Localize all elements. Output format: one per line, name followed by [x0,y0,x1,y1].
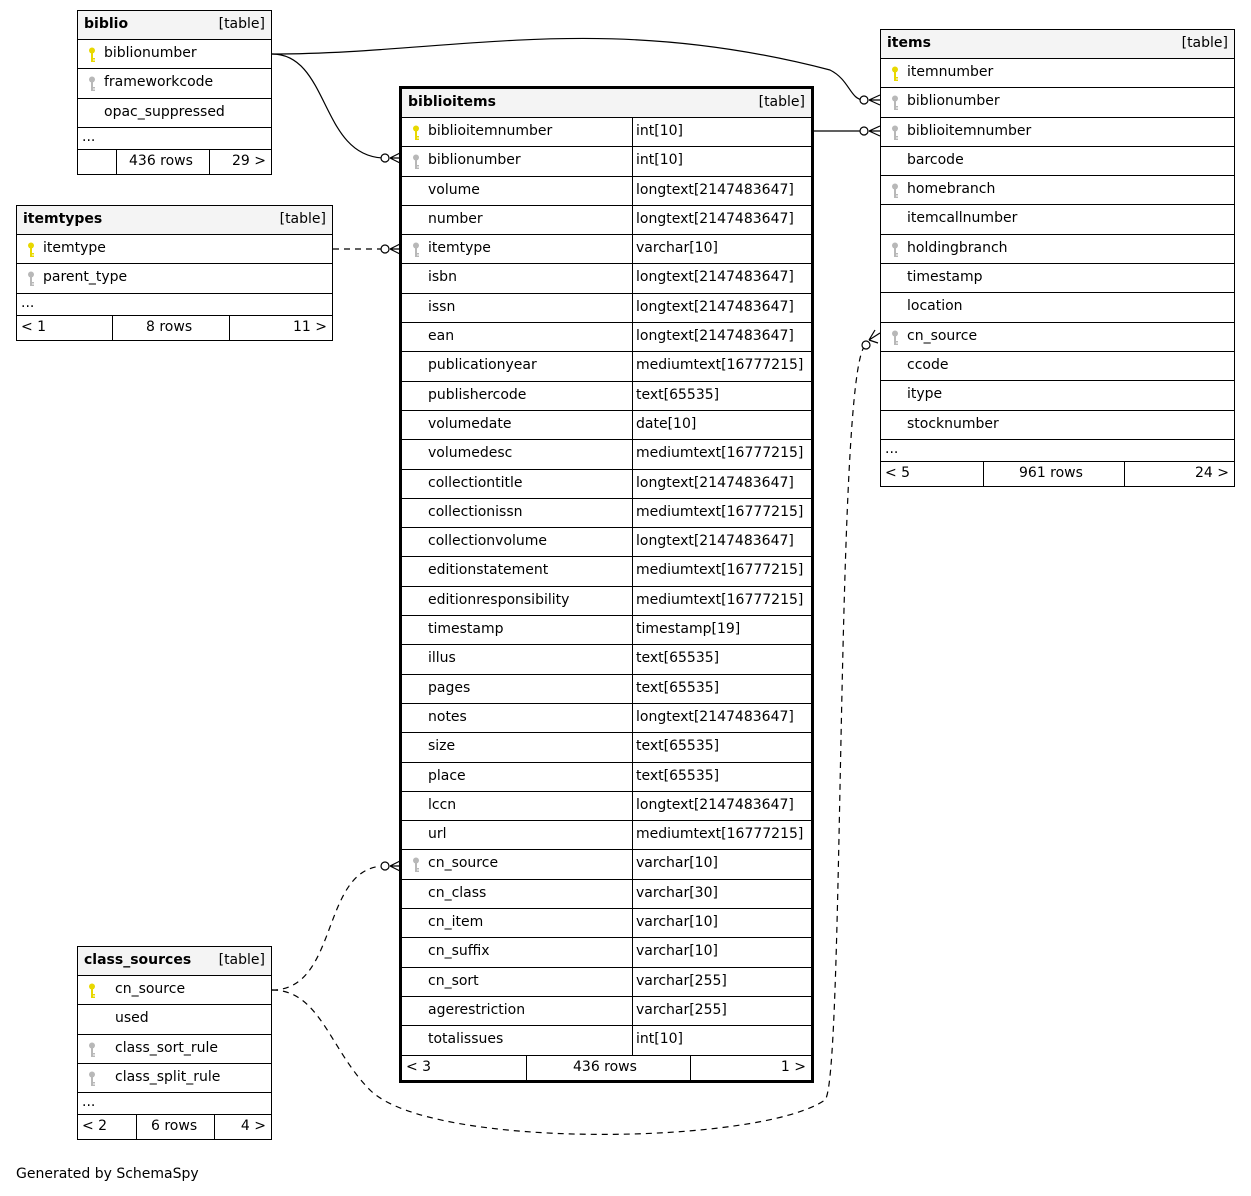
column-type: mediumtext[16777215] [636,826,804,843]
crowsfoot-items-biblionumber [869,95,880,105]
column-type: mediumtext[16777215] [636,445,804,462]
column-name: collectionissn [428,503,523,520]
footer-row-count: 961 rows [1019,464,1083,481]
column-name: url [428,826,447,843]
primary-key-icon [890,66,900,82]
column-row[interactable] [402,763,811,792]
column-name: timestamp [428,621,504,638]
column-type: text[65535] [636,738,720,755]
foreign-key-icon [890,330,900,346]
column-type: longtext[2147483647] [636,708,794,725]
column-row[interactable] [881,235,1234,264]
table-header [17,206,332,235]
column-type: int[10] [636,123,683,139]
column-row[interactable] [881,176,1234,205]
column-type: varchar[10] [636,240,718,257]
table-footer [881,462,1234,486]
foreign-key-icon [890,125,900,141]
more-columns-ellipsis: ... [78,1093,271,1115]
more-columns-ellipsis: ... [881,440,1234,462]
foreign-key-icon [411,154,421,170]
column-row[interactable] [402,997,811,1026]
footer-next-link[interactable]: 1 > [780,1058,806,1075]
column-type: longtext[2147483647] [636,474,794,491]
column-name: itype [907,386,943,403]
foreign-key-icon [890,242,900,258]
column-type: varchar[255] [636,972,727,989]
column-type: varchar[10] [636,943,718,960]
column-name: pages [428,679,471,696]
column-row[interactable] [402,382,811,411]
column-name: parent_type [43,269,128,286]
column-name: editionstatement [428,562,549,579]
column-name: barcode [907,151,964,168]
column-name: location [907,298,963,315]
column-name: homebranch [907,181,996,198]
column-type: varchar[10] [636,855,718,872]
column-name: cn_sort [428,972,479,989]
column-row[interactable] [402,733,811,762]
generated-by-footer: Generated by SchemaSpy [16,1166,199,1182]
primary-key-icon [87,983,97,999]
column-row[interactable] [402,264,811,293]
primary-key-icon [87,47,97,63]
column-name: itemtype [428,240,491,257]
column-row[interactable] [17,264,332,293]
table-type: [table] [1181,35,1228,51]
foreign-key-icon [411,857,421,873]
footer-row-count: 6 rows [151,1118,198,1135]
optional-circle [381,154,389,162]
column-row[interactable] [402,821,811,850]
crowsfoot-items-biblioitemnumber [869,126,880,136]
column-name: volumedate [428,415,512,432]
column-row[interactable] [881,411,1234,440]
column-row[interactable] [78,69,271,98]
column-row[interactable] [402,675,811,704]
column-row[interactable] [402,352,811,381]
crowsfoot-items-cn_source [869,330,880,343]
table-header [78,11,271,40]
column-row[interactable] [402,323,811,352]
edge-biblio-biblioitems [272,54,385,158]
optional-circle [381,862,389,870]
column-row[interactable] [402,440,811,469]
column-name: itemnumber [907,64,994,80]
foreign-key-icon [26,271,36,287]
column-type: longtext[2147483647] [636,210,794,227]
edge-class_sources-biblioitems [272,866,385,990]
column-name: volumedesc [428,445,513,462]
column-type: longtext[2147483647] [636,269,794,286]
column-name: biblioitemnumber [428,123,553,139]
column-name: number [428,210,483,227]
more-columns-ellipsis: ... [78,128,271,150]
column-type: text[65535] [636,767,720,784]
column-name: used [115,1010,149,1027]
column-type: timestamp[19] [636,621,741,638]
column-row[interactable] [881,323,1234,352]
column-row[interactable] [78,976,271,1005]
column-row[interactable] [402,968,811,997]
footer-next-link[interactable]: 24 > [1195,464,1229,481]
column-row[interactable] [402,645,811,674]
table-items[interactable] [880,29,1235,487]
table-footer [17,316,332,340]
column-type: longtext[2147483647] [636,181,794,198]
column-type: date[10] [636,415,697,432]
column-name: illus [428,650,456,667]
column-row[interactable] [78,99,271,128]
column-type: text[65535] [636,650,720,667]
column-name: cn_class [428,884,487,901]
column-row[interactable] [402,294,811,323]
footer-row-count: 436 rows [129,152,193,169]
column-name: class_sort_rule [115,1039,218,1056]
column-name: isbn [428,269,457,286]
column-type: longtext[2147483647] [636,796,794,813]
column-name: lccn [428,796,457,813]
column-row[interactable] [402,177,811,206]
column-row[interactable] [881,205,1234,234]
column-name: place [428,767,466,784]
table-type: [table] [218,952,265,968]
column-row[interactable] [78,40,271,69]
column-name: class_split_rule [115,1068,221,1085]
primary-key-icon [411,125,421,141]
column-name: volume [428,181,480,198]
column-row[interactable] [402,499,811,528]
column-name: opac_suppressed [104,103,225,120]
optional-circle [860,96,868,104]
column-name: biblionumber [428,152,521,169]
foreign-key-icon [87,1042,97,1058]
column-name: ean [428,328,455,345]
column-name: cn_source [907,327,978,344]
table-footer [78,1115,271,1139]
column-row[interactable] [402,235,811,264]
column-name: holdingbranch [907,239,1008,256]
column-row[interactable] [881,59,1234,88]
optional-circle [860,127,868,135]
foreign-key-icon [87,1071,97,1087]
column-name: notes [428,708,467,725]
column-row[interactable] [402,1026,811,1055]
column-type: mediumtext[16777215] [636,591,804,608]
column-name: editionresponsibility [428,591,570,608]
table-type: [table] [758,94,805,110]
table-header [881,30,1234,59]
column-row[interactable] [881,88,1234,117]
table-name: class_sources [84,952,192,968]
column-row[interactable] [78,1035,271,1064]
column-type: longtext[2147483647] [636,298,794,315]
table-itemtypes[interactable] [16,205,333,341]
column-type: longtext[2147483647] [636,533,794,550]
foreign-key-icon [890,183,900,199]
column-name: cn_item [428,914,484,931]
column-name: stocknumber [907,415,999,432]
footer-row-count: 8 rows [146,318,193,335]
table-name: biblio [84,16,129,32]
column-row[interactable] [402,704,811,733]
column-name: ccode [907,356,949,373]
column-row[interactable] [78,1064,271,1093]
column-name: collectiontitle [428,474,523,491]
column-row[interactable] [402,557,811,586]
column-row[interactable] [402,909,811,938]
column-type: longtext[2147483647] [636,328,794,345]
column-name: cn_suffix [428,943,490,960]
table-name: itemtypes [23,211,103,227]
column-row[interactable] [402,616,811,645]
column-name: agerestriction [428,1001,526,1018]
primary-key-icon [26,242,36,258]
column-name: totalissues [428,1031,504,1048]
column-row[interactable] [402,938,811,967]
column-name: timestamp [907,269,983,286]
column-type: mediumtext[16777215] [636,562,804,579]
column-row[interactable] [402,470,811,499]
table-name: biblioitems [408,94,496,110]
column-row[interactable] [402,850,811,879]
footer-next-link[interactable]: 11 > [293,318,327,335]
column-row[interactable] [881,118,1234,147]
column-type: text[65535] [636,386,720,403]
column-name: frameworkcode [104,74,214,91]
column-row[interactable] [402,411,811,440]
column-name: itemcallnumber [907,210,1018,227]
column-row[interactable] [881,147,1234,176]
column-row[interactable] [17,235,332,264]
column-row[interactable] [402,792,811,821]
column-type: varchar[10] [636,914,718,931]
column-name: publicationyear [428,357,537,374]
column-row[interactable] [78,1005,271,1034]
table-biblio[interactable] [77,10,272,175]
footer-next-link[interactable]: 4 > [240,1118,266,1135]
column-row[interactable] [402,147,811,176]
table-header [78,947,271,976]
column-name: issn [428,298,456,315]
column-name: cn_source [115,981,186,997]
column-name: size [428,738,456,755]
column-type: int[10] [636,1031,683,1048]
footer-prev-link[interactable]: < 5 [885,464,911,481]
column-row[interactable] [881,352,1234,381]
table-header [402,89,811,118]
table-footer [78,150,271,174]
optional-circle [862,341,870,349]
column-row[interactable] [881,264,1234,293]
table-footer [402,1056,811,1080]
column-name: biblionumber [907,93,1000,110]
optional-circle [381,245,389,253]
column-row[interactable] [402,206,811,235]
column-name: cn_source [428,855,499,872]
footer-row-count: 436 rows [573,1058,637,1075]
column-name: itemtype [43,240,106,256]
footer-prev-link[interactable]: < 3 [406,1058,432,1075]
table-class_sources[interactable] [77,946,272,1140]
column-type: varchar[30] [636,884,718,901]
column-type: mediumtext[16777215] [636,357,804,374]
foreign-key-icon [87,76,97,92]
table-name: items [887,35,931,51]
column-name: publishercode [428,386,527,403]
column-row[interactable] [402,587,811,616]
table-type: [table] [279,211,326,227]
column-row[interactable] [402,880,811,909]
column-row[interactable] [402,118,811,147]
table-type: [table] [218,16,265,32]
column-type: varchar[255] [636,1001,727,1018]
column-name: collectionvolume [428,533,548,550]
column-row[interactable] [881,381,1234,410]
column-row[interactable] [881,293,1234,322]
table-biblioitems[interactable] [399,86,814,1083]
footer-next-link[interactable]: 29 > [232,152,266,169]
foreign-key-icon [890,95,900,111]
column-type: mediumtext[16777215] [636,503,804,520]
foreign-key-icon [411,242,421,258]
column-row[interactable] [402,528,811,557]
footer-prev-link[interactable]: < 2 [82,1118,108,1135]
column-type: int[10] [636,152,683,169]
more-columns-ellipsis: ... [17,294,332,316]
column-name: biblionumber [104,45,197,61]
footer-prev-link[interactable]: < 1 [21,318,47,335]
column-type: text[65535] [636,679,720,696]
column-name: biblioitemnumber [907,122,1032,139]
